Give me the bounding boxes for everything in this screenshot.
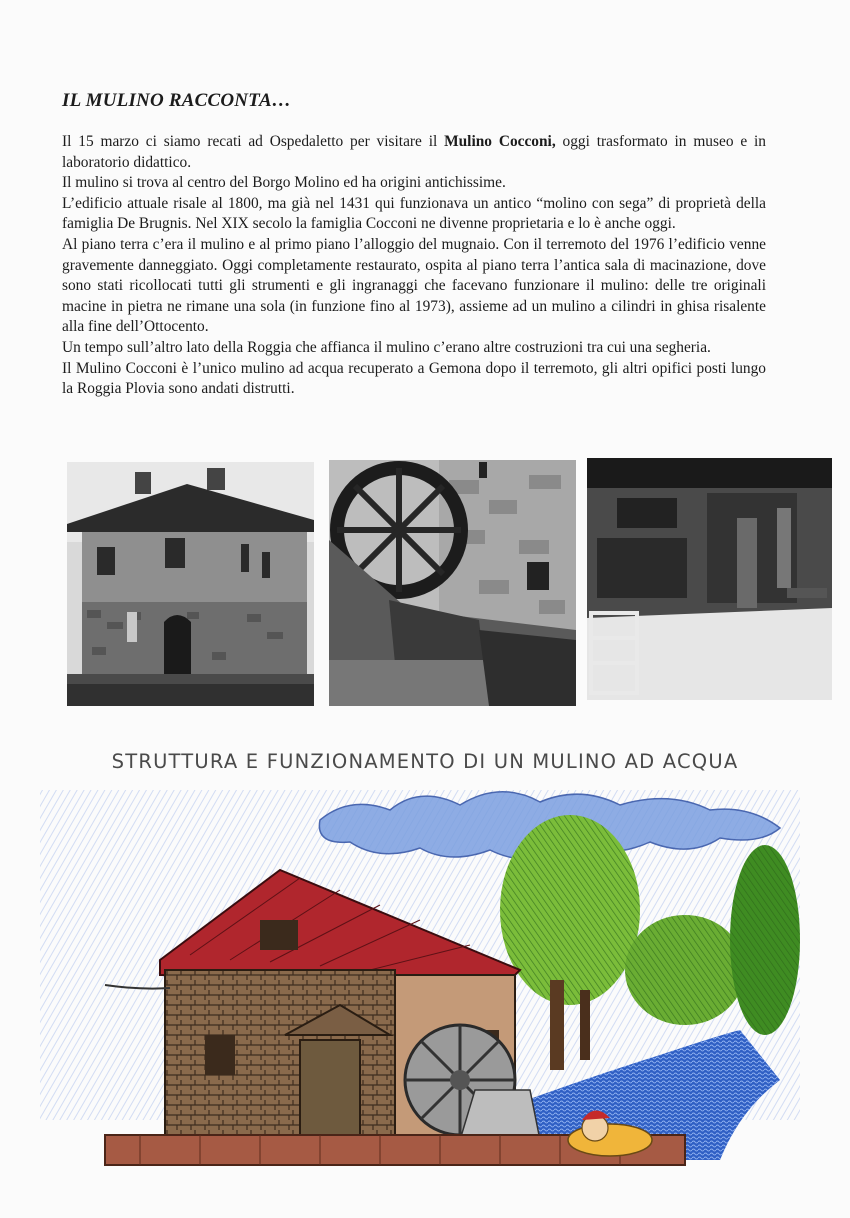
paragraph-intro	[62, 132, 766, 173]
mill-building-photo	[67, 462, 314, 706]
paragraph-history: L’edificio attuale risale al 1800, ma già nel 1431 qui funzionava un antico “molino con sega” di proprietà della famiglia De Brugnis. Nel XIX secolo la famiglia Cocconi ne divenne proprietaria e lo è anche oggi.	[62, 194, 766, 233]
paragraph-intro-tail: oggi trasformato in museo e in laboratorio didattico.	[62, 133, 766, 171]
article-body	[62, 132, 766, 400]
paragraph-gemona: Il Mulino Cocconi è l’unico mulino ad acqua recuperato a Gemona dopo il terremoto, gli altri opifici posti lungo la Roggia Plovia sono andati distrutti.	[62, 359, 766, 398]
mill-name-bold: Mulino Cocconi,	[444, 133, 556, 150]
paragraph-location: Il mulino si trova al centro del Borgo Molino ed ha origini antichissime.	[62, 174, 506, 192]
milling-room-photo	[587, 458, 832, 700]
paragraph-sawmill: Un tempo sull’altro lato della Roggia che affianca il mulino c’erano altre costruzioni tra cui una segheria.	[62, 338, 711, 356]
paragraph-earthquake: Al piano terra c’era il mulino e al primo piano l’alloggio del mugnaio. Con il terremoto del 1976 l’edificio venne gravemente danneggiato. Oggi completamente restaurato, ospita al piano terra l’antica sala di macinazione, dove sono stati ricollocati tutti gli strumenti e gli ingranaggi che facevano funzionare il mulino: delle tre originali macine in pietra ne rimane una sola (in funzione fino al 1973), assieme ad un mulino a cilindri in ghisa risalente alla fine dell’Ottocento.	[62, 235, 766, 336]
milling-room-photo-image	[587, 458, 832, 700]
water-wheel-photo	[329, 460, 576, 706]
water-wheel-photo-image	[329, 460, 576, 706]
page-title: IL MULINO RACCONTA…	[62, 90, 292, 111]
water-mill-drawing	[20, 780, 820, 1180]
mill-building-photo-image	[67, 462, 314, 706]
paragraph-intro-text: Il 15 marzo ci siamo recati ad Ospedaletto per visitare il	[62, 133, 445, 150]
water-mill-coloured-drawing-icon	[20, 780, 820, 1180]
section-title: STRUTTURA E FUNZIONAMENTO DI UN MULINO AD ACQUA	[111, 750, 739, 773]
